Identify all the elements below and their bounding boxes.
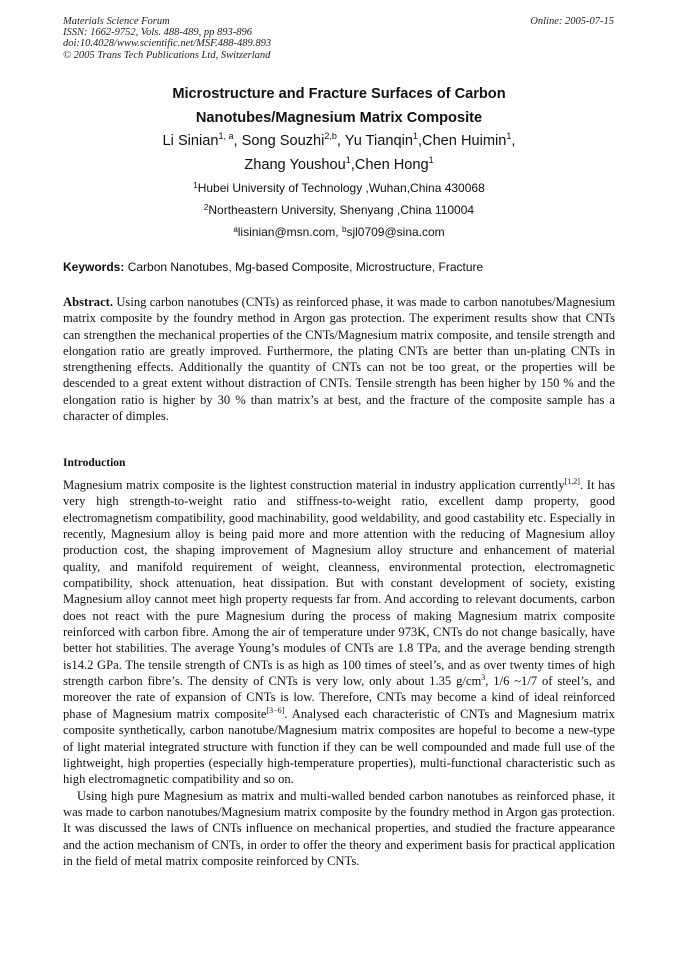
- paragraph: Using high pure Magnesium as matrix and multi-walled bended carbon nanotubes as reinforced phase, it was made to carbon nanotubes/Magnesium matrix composite by the foundry method in Argon gas protection. It was discussed the laws of CNTs influence on mechanical properties, and studied the fracture appearance and the action mechanism of CNTs, in order to offer the theory and experiment basis for practical application in the field of metal matrix composite reinforced by CNTs.: [63, 788, 615, 868]
- superscript: 3: [481, 673, 486, 683]
- author-name: Yu Tianqin: [344, 133, 413, 149]
- author-name: Chen Hong: [354, 157, 429, 173]
- title-line-2: Nanotubes/Magnesium Matrix Composite: [195, 110, 483, 126]
- author-separator: ,: [511, 133, 516, 149]
- abstract-text: Using carbon nanotubes (CNTs) as reinforced phase, it was made to carbon nanotubes/Magnesium matrix composite by the foundry method in Argon gas protection. The experiment results show that CNTs can strengthen the mechanical properties of the CNTs/Magnesium matrix composite, and tensile strength and elongation ratio are greatly improved. Furthermore, the plating CNTs are better than un-plating CNTs in strengthening effects. Additionally the quantity of CNTs can not be too great, or the properties will be descended to a great extent without distraction of CNTs. Tensile strength has been higher by 150 % and the elongation ratio is higher by 30 % than matrix’s at best, and the fracture of the composite sample has a character of dimples.: [63, 295, 615, 424]
- keywords-text: Carbon Nanotubes, Mg-based Composite, Microstructure, Fracture: [124, 260, 484, 274]
- author-sup: 1: [345, 155, 351, 165]
- abstract-label: Abstract.: [63, 295, 114, 309]
- affiliation-text: Hubei University of Technology ,Wuhan,China 430068: [197, 181, 485, 195]
- author-list: [63, 129, 615, 177]
- paragraph-text: . Analysed each characteristic of CNTs and Magnesium matrix composite synthetically, carbon nanotube/Magnesium matrix composites are hopeful to become a new-type of light material integrated structure with function if they can be well compounded and made full use of the lightweight, high properties (especially high-temperature properties), multi-functional characteristic such as high electromagnetic compatibility and so on.: [63, 706, 615, 787]
- email-a: lisinian@msn.com,: [237, 225, 342, 239]
- email-sup: b: [341, 225, 347, 234]
- author-name: Chen Huimin: [422, 133, 507, 149]
- paragraph-text: . It has very high strength-to-weight ratio and stiffness-to-weight ratio, excellent damp property, good electromagnetism compatibility, good machinability, good weldability, and good castability etc. Especially in recently, Magnesium alloy is being paid more and more attention with the reducing of Magnesium alloy production cost, the shaping improvement of Magnesium alloy structure and enhancement of material quality, and manifold requirement of weight, cleanness, environmental protection, electromagnetic compatibility, shock attenuation, heat dissipation. But with constant development of society, existing Magnesium alloy cannot meet high property requests far from. And according to relevant documents, carbon does not react with the pure Magnesium during the process of making Magnesium matrix composite reinforced with carbon fibre. Among the air of temperature under 973K, CNTs do not change basically, have better hot stabilities. The average Young’s modules of CNTs are 1.8 TPa, and the average bending strength is14.2 GPa. The tensile strength of CNTs is as high as 100 times of steel’s, and as over twenty times of high strength carbon fibre’s. The density of CNTs is very low, only about 1.35 g/cm: [63, 478, 615, 689]
- introduction-body: [63, 477, 615, 869]
- abstract: [63, 294, 615, 424]
- email-b: sjl0709@sina.com: [346, 225, 445, 239]
- author-name: Song Souzhi: [241, 133, 325, 149]
- copyright-line: © 2005 Trans Tech Publications Ltd, Switzerland: [63, 49, 271, 61]
- author-sup: 1: [428, 155, 434, 165]
- online-date: Online: 2005-07-15: [530, 16, 614, 27]
- affiliation-1: [63, 181, 615, 195]
- author-separator: ,: [417, 133, 423, 149]
- affiliation-2: [63, 203, 615, 217]
- paragraph: [63, 477, 615, 788]
- author-sup: 2,b: [324, 131, 337, 141]
- keywords-label: Keywords:: [63, 260, 125, 274]
- affiliation-sup: 1: [193, 181, 198, 190]
- author-line-1: [63, 129, 615, 153]
- author-sup: 1: [506, 131, 512, 141]
- paragraph-text: Magnesium matrix composite is the lightest construction material in industry application currently: [63, 478, 565, 492]
- email-sup: a: [233, 225, 238, 234]
- citation-ref: [1,2]: [564, 477, 580, 486]
- author-sup: 1, a: [218, 131, 234, 141]
- paper-title: [63, 82, 615, 130]
- doi-line: doi:10.4028/www.scientific.net/MSF.488-489.893: [63, 38, 272, 50]
- affiliation-sup: 2: [203, 203, 209, 212]
- author-emails: [63, 225, 615, 239]
- journal-name: Materials Science Forum: [63, 16, 170, 27]
- issn-line: ISSN: 1662-9752, Vols. 488-489, pp 893-896: [63, 27, 252, 39]
- author-sup: 1: [412, 131, 418, 141]
- paragraph-text: , 1/6 ~1/7 of steel’s, and moreover the rate of expansion of CNTs is low. Therefore, CNTs may become a kind of ideal reinforced phase of Magnesium matrix composite: [63, 674, 615, 721]
- author-name: Zhang Youshou: [244, 157, 346, 173]
- section-heading-introduction: Introduction: [63, 457, 126, 469]
- affiliation-text: Northeastern University, Shenyang ,China 110004: [208, 203, 475, 217]
- author-line-2: [63, 153, 615, 177]
- journal-header: [63, 16, 271, 61]
- author-separator: ,: [336, 133, 345, 149]
- author-name: Li Sinian: [162, 133, 219, 149]
- author-separator: ,: [350, 157, 355, 173]
- author-separator: ,: [233, 133, 242, 149]
- title-line-1: Microstructure and Fracture Surfaces of Carbon: [172, 86, 506, 102]
- keywords: [63, 260, 615, 274]
- citation-ref: [3−6]: [266, 705, 285, 715]
